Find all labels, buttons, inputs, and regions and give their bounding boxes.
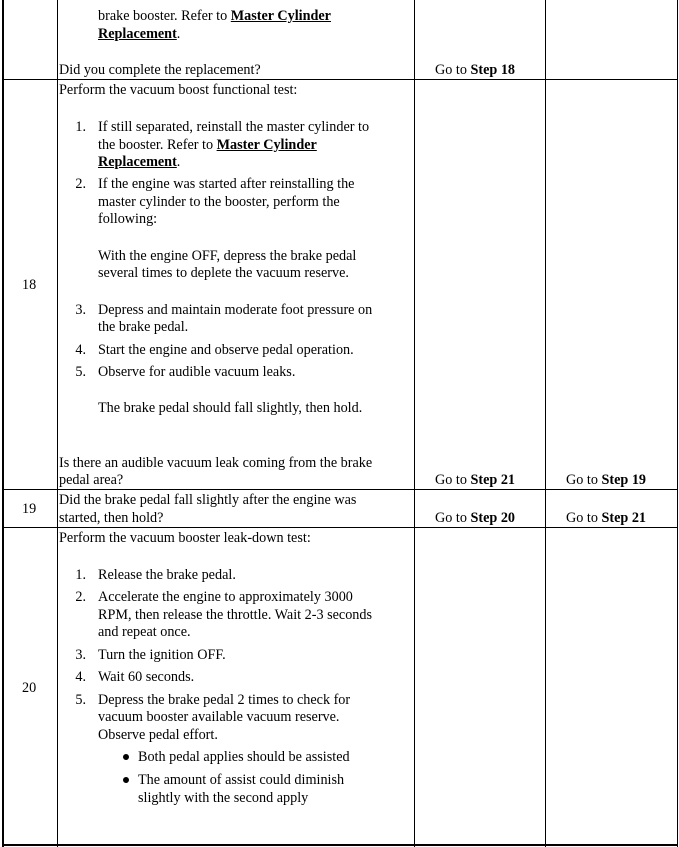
list-number: 5. xyxy=(75,364,86,380)
list-number: 4. xyxy=(75,669,86,685)
step-intro: Perform the vacuum booster leak-down test: xyxy=(59,530,311,546)
master-cylinder-replacement-link[interactable]: Master Cylinder xyxy=(230,8,331,24)
bullet-icon xyxy=(123,754,129,760)
bullet-item: Both pedal applies should be assisted xyxy=(138,749,350,765)
list-item: Turn the ignition OFF. xyxy=(98,647,226,663)
step-number: 18 xyxy=(22,277,37,293)
step-19-link[interactable]: Step 19 xyxy=(601,472,647,488)
text-line: brake booster. Refer to Master Cylinder xyxy=(98,8,331,24)
master-cylinder-replacement-link[interactable]: Replacement xyxy=(98,154,177,170)
table-right-border xyxy=(677,0,678,847)
master-cylinder-replacement-link[interactable]: Master Cylinder xyxy=(216,137,317,153)
list-item: and repeat once. xyxy=(98,624,191,640)
list-item: vacuum booster available vacuum reserve. xyxy=(98,709,340,725)
step-21-link[interactable]: Step 21 xyxy=(601,510,647,526)
table-bottom-border xyxy=(3,844,678,846)
question-text: Did you complete the replacement? xyxy=(59,62,261,78)
list-item: Release the brake pedal. xyxy=(98,567,236,583)
list-number: 2. xyxy=(75,589,86,605)
row-divider xyxy=(3,79,678,80)
list-item: Start the engine and observe pedal operation. xyxy=(98,342,354,358)
no-action: Go to Step 19 xyxy=(566,472,647,488)
list-item: Replacement. xyxy=(98,154,181,170)
no-action: Go to Step 21 xyxy=(566,510,647,526)
row-divider xyxy=(3,527,678,528)
list-item: RPM, then release the throttle. Wait 2-3 seconds xyxy=(98,607,373,623)
text-line: Replacement. xyxy=(98,26,181,42)
list-item: If still separated, reinstall the master cylinder to xyxy=(98,119,370,135)
list-number: 3. xyxy=(75,302,86,318)
list-number: 1. xyxy=(75,567,86,583)
table-left-border xyxy=(2,0,4,847)
list-item: the booster. Refer to Master Cylinder xyxy=(98,137,317,153)
list-number: 3. xyxy=(75,647,86,663)
step-number: 19 xyxy=(22,501,37,517)
question-text: Did the brake pedal fall slightly after the engine was xyxy=(59,492,357,508)
list-item: Accelerate the engine to approximately 3000 xyxy=(98,589,353,605)
column-divider-no xyxy=(545,0,546,847)
list-item: Depress and maintain moderate foot pressure on xyxy=(98,302,373,318)
list-number: 5. xyxy=(75,692,86,708)
yes-action: Go to Step 20 xyxy=(435,510,516,526)
bullet-item: slightly with the second apply xyxy=(138,790,309,806)
list-item: master cylinder to the booster, perform the xyxy=(98,194,340,210)
bullet-item: The amount of assist could diminish xyxy=(138,772,345,788)
list-item: If the engine was started after reinstalling the xyxy=(98,176,355,192)
question-text: Is there an audible vacuum leak coming from the brake xyxy=(59,455,373,471)
bullet-icon xyxy=(123,777,129,783)
note-text: The brake pedal should fall slightly, then hold. xyxy=(98,400,363,416)
list-number: 2. xyxy=(75,176,86,192)
list-item: Observe for audible vacuum leaks. xyxy=(98,364,296,380)
step-21-link[interactable]: Step 21 xyxy=(470,472,516,488)
step-20-link[interactable]: Step 20 xyxy=(470,510,516,526)
list-number: 1. xyxy=(75,119,86,135)
column-divider-step xyxy=(57,0,58,847)
list-item: the brake pedal. xyxy=(98,319,189,335)
master-cylinder-replacement-link[interactable]: Replacement xyxy=(98,26,177,42)
step-intro: Perform the vacuum boost functional test: xyxy=(59,82,298,98)
column-divider-yes xyxy=(414,0,415,847)
note-text: With the engine OFF, depress the brake pedal xyxy=(98,248,357,264)
note-text: several times to deplete the vacuum reserve. xyxy=(98,265,349,281)
list-item: Observe pedal effort. xyxy=(98,727,218,743)
question-text: pedal area? xyxy=(59,472,124,488)
list-item: Depress the brake pedal 2 times to check for xyxy=(98,692,351,708)
list-number: 4. xyxy=(75,342,86,358)
question-text: started, then hold? xyxy=(59,510,164,526)
yes-action: Go to Step 21 xyxy=(435,472,516,488)
step-number: 20 xyxy=(22,680,37,696)
list-item: following: xyxy=(98,211,158,227)
row-divider xyxy=(3,489,678,490)
list-item: Wait 60 seconds. xyxy=(98,669,195,685)
yes-action: Go to Step 18 xyxy=(435,62,516,78)
step-18-link[interactable]: Step 18 xyxy=(470,62,516,78)
